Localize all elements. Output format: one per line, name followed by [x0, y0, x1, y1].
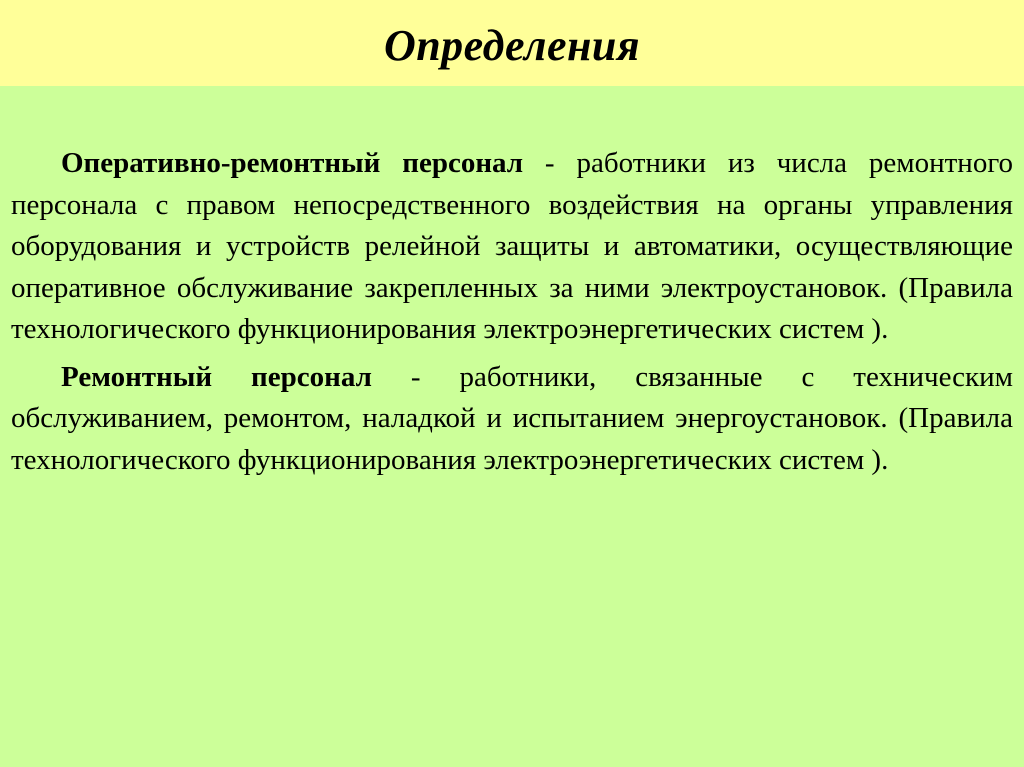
definition-text: - работники, связанные с техническим обслуживанием, ремонтом, наладкой и испытанием энергоустановок. (Правила технологического функционирования электроэнергетических систем ).: [11, 360, 1013, 476]
title-bar: [0, 0, 1024, 86]
slide-title: Определения: [383, 20, 641, 70]
definition-term: Оперативно-ремонтный персонал: [61, 147, 524, 179]
definition-paragraph-operational-repair: [11, 143, 1013, 351]
definition-term: Ремонтный персонал: [61, 360, 372, 393]
content-area: [0, 86, 1024, 767]
definition-text: - работники из числа ремонтного персонала с правом непосредственного воздействия на органы управления оборудования и устройств релейной защиты и автоматики, осуществляющие оперативное обслуживание закрепленных за ними электроустановок. (Правила технологического функционирования электроэнергетических систем ).: [11, 147, 1013, 345]
definition-paragraph-repair: [11, 357, 1013, 482]
